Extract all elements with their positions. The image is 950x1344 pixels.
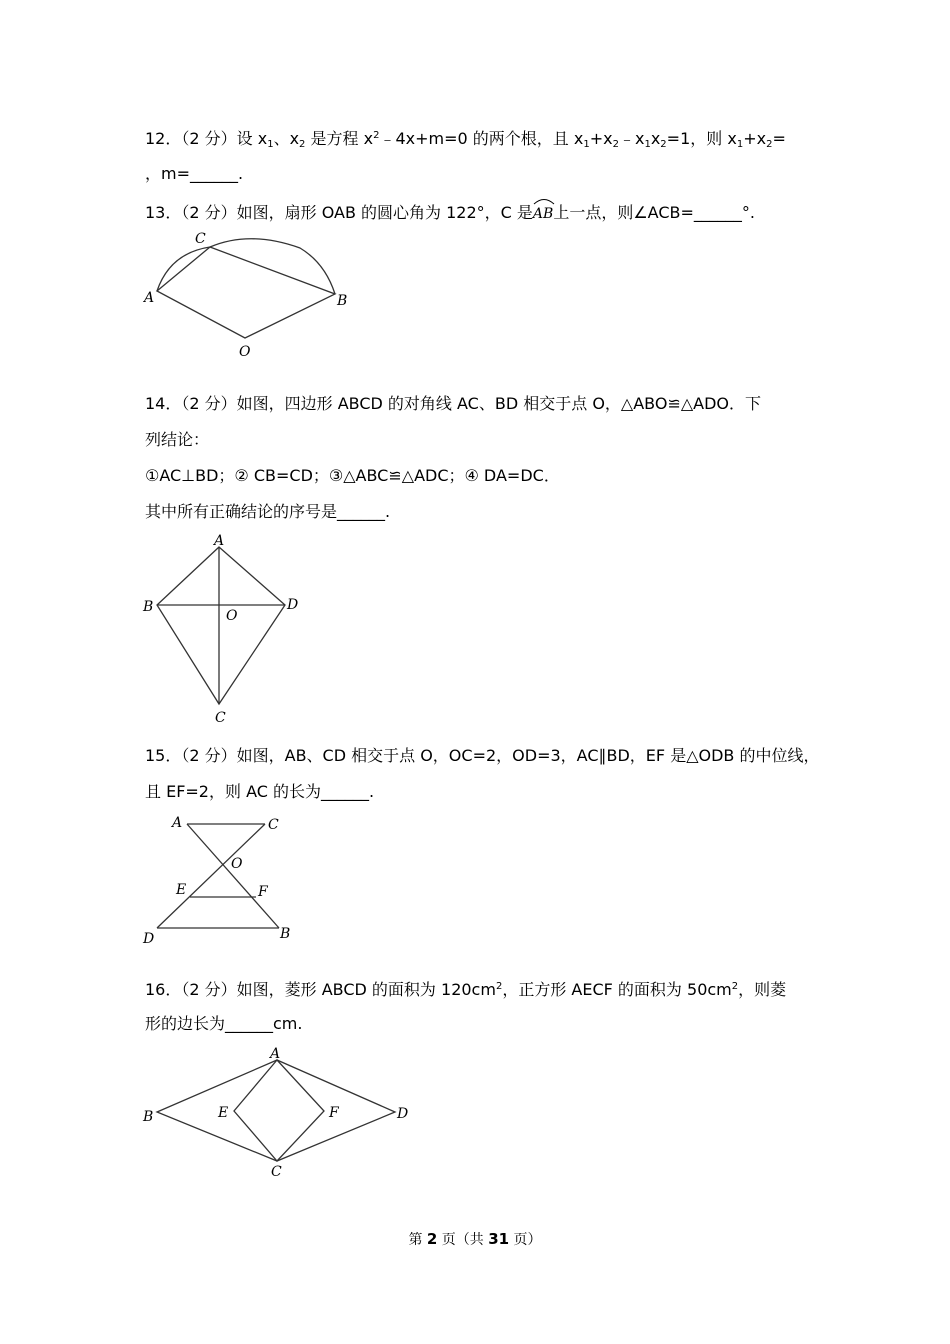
q15-figure [140, 810, 310, 950]
page-total: 31 [488, 1230, 510, 1248]
q13-text: 13．（2 分）如图，扇形 OAB 的圆心角为 122°，C 是 AB上一点，则∠ACB=______°. [145, 199, 755, 224]
q14-line1: 14．（2 分）如图，四边形 ABCD 的对角线 AC、BD 相交于点 O，△ABO≌△ADO．下 [145, 394, 762, 413]
q14-line4: 其中所有正确结论的序号是______. [145, 502, 391, 521]
arc-icon [533, 195, 555, 205]
q14-line3: ①AC⊥BD；② CB=CD；③△ABC≌△ADC；④ DA=DC． [145, 466, 560, 485]
label-F: F [329, 1105, 339, 1121]
label-B: B [337, 293, 348, 309]
q12-line1: 12．（2 分）设 $x_1$、$x_2$ 是方程 $x^2﹣4x+m=0$ 的两个根，且 $x_1+x_2﹣x_1x_2=1$，则 $x_1+x_2=$ [145, 129, 786, 150]
label-A: A [214, 533, 225, 549]
label-D: D [143, 931, 155, 947]
label-E: E [176, 882, 187, 898]
q14-line2: 列结论： [145, 430, 210, 449]
label-O: O [226, 608, 238, 624]
q15-line2: 且 EF=2，则 AC 的长为______. [145, 782, 375, 801]
label-B: B [280, 926, 291, 942]
label-C: C [215, 710, 226, 726]
q16-figure [140, 1040, 420, 1185]
label-E: E [218, 1105, 229, 1121]
label-B: B [143, 1109, 154, 1125]
page-number: 2 [426, 1230, 438, 1248]
page-footer: 第 2 页（共 31 页） [408, 1230, 542, 1248]
label-A: A [144, 290, 155, 306]
q12-line2: ，m=______. [145, 164, 244, 183]
label-C: C [195, 231, 206, 247]
label-B: B [143, 599, 154, 615]
arc-ab: AB [533, 199, 553, 224]
label-F: F [258, 884, 268, 900]
q16-line2: 形的边长为______cm. [145, 1014, 303, 1033]
label-C: C [271, 1164, 282, 1180]
label-O: O [239, 344, 251, 360]
q15-line1: 15．（2 分）如图，AB、CD 相交于点 O，OC=2，OD=3，AC∥BD，EF 是△ODB 的中位线， [145, 746, 820, 765]
label-C: C [268, 817, 279, 833]
q14-figure [140, 530, 320, 730]
label-A: A [270, 1046, 281, 1062]
label-O: O [231, 856, 243, 872]
q13-figure [140, 228, 370, 363]
label-D: D [397, 1106, 409, 1122]
q16-line1: 16．（2 分）如图，菱形 ABCD 的面积为 $120cm^2$，正方形 AECF 的面积为 $50cm^2$，则菱 [145, 980, 787, 999]
label-A: A [172, 815, 183, 831]
label-D: D [287, 597, 299, 613]
